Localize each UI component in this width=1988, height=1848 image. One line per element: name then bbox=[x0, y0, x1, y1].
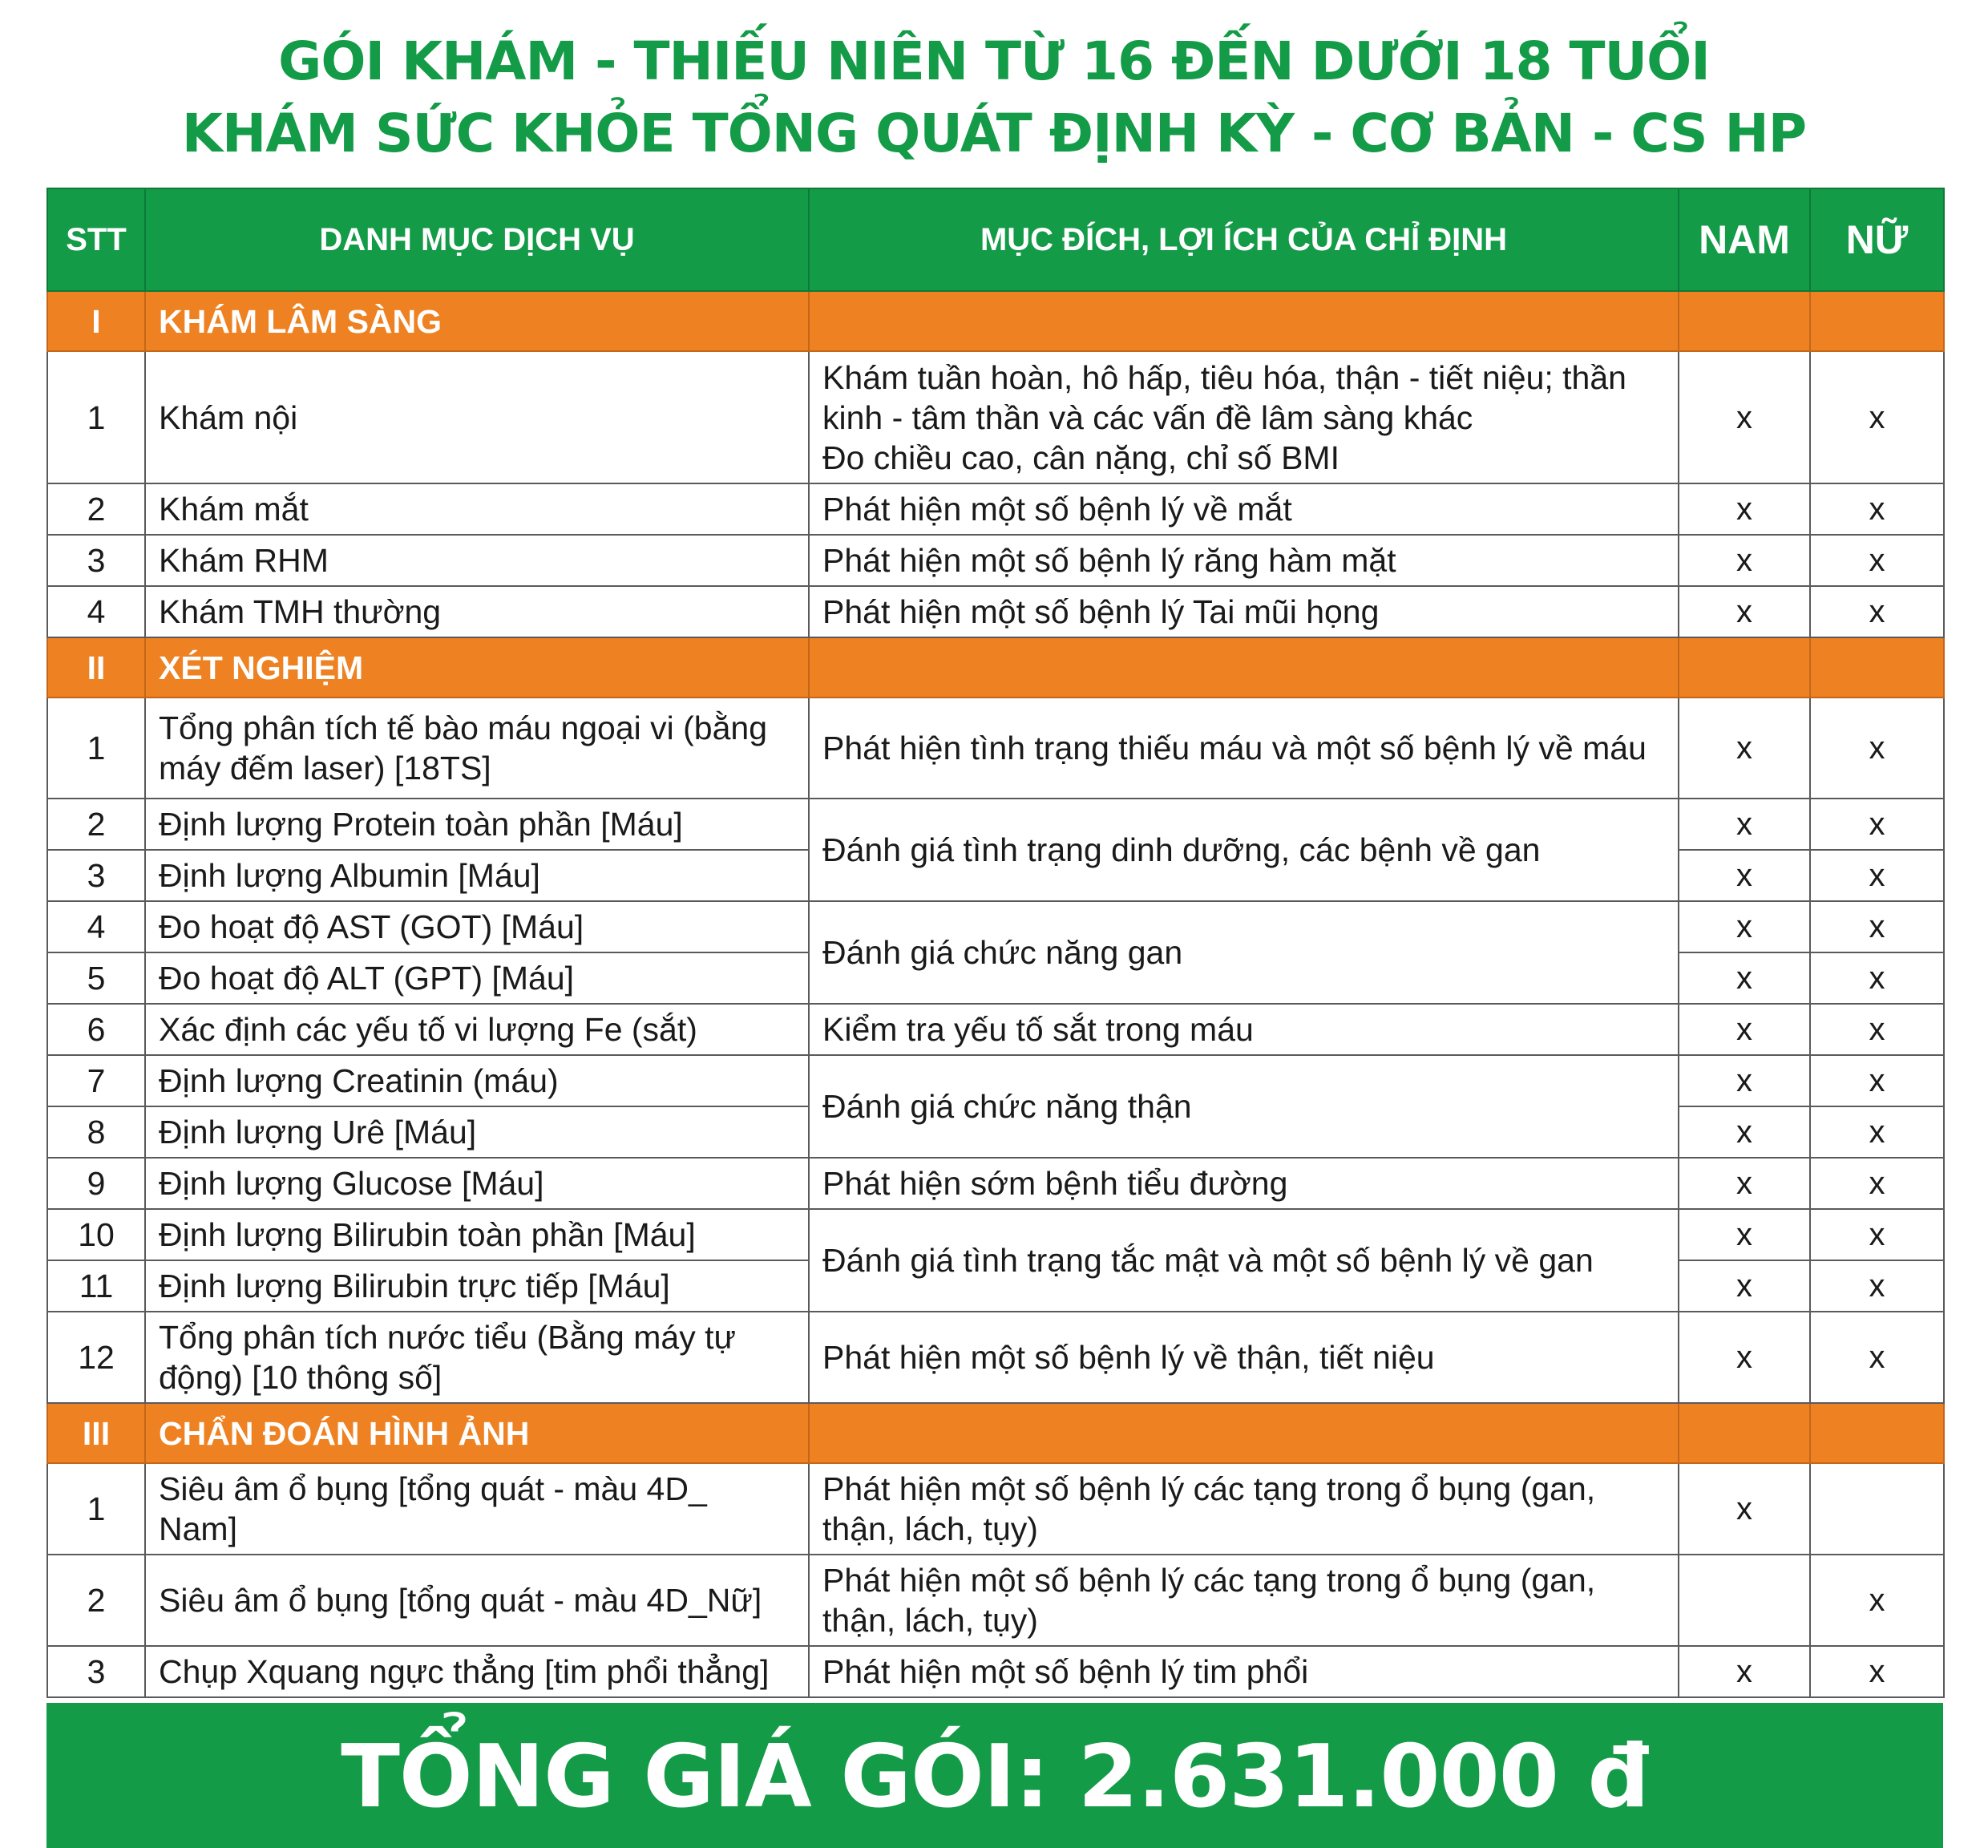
row-female-mark: x bbox=[1810, 351, 1944, 483]
row-stt: 10 bbox=[47, 1209, 145, 1260]
row-purpose: Phát hiện tình trạng thiếu máu và một số bệnh lý về máu bbox=[809, 698, 1679, 799]
row-stt: 1 bbox=[47, 698, 145, 799]
row-service: Định lượng Creatinin (máu) bbox=[145, 1055, 809, 1106]
row-female-mark: x bbox=[1810, 1209, 1944, 1260]
row-service: Siêu âm ổ bụng [tổng quát - màu 4D_ Nam] bbox=[145, 1463, 809, 1555]
table-row bbox=[47, 535, 1944, 586]
row-male-mark: x bbox=[1679, 1055, 1810, 1106]
section-number: III bbox=[47, 1403, 145, 1463]
row-purpose: Phát hiện một số bệnh lý tim phổi bbox=[809, 1646, 1679, 1697]
row-stt: 3 bbox=[47, 535, 145, 586]
row-male-mark: x bbox=[1679, 698, 1810, 799]
page-title-line-2: KHÁM SỨC KHỎE TỔNG QUÁT ĐỊNH KỲ - CƠ BẢN - CS HP bbox=[181, 103, 1807, 164]
table-row bbox=[47, 1312, 1944, 1403]
row-female-mark: x bbox=[1810, 483, 1944, 535]
section-number: II bbox=[47, 637, 145, 698]
row-female-mark: x bbox=[1810, 799, 1944, 850]
total-price: TỔNG GIÁ GÓI: 2.631.000 đ bbox=[341, 1727, 1649, 1827]
row-service: Khám RHM bbox=[145, 535, 809, 586]
row-stt: 2 bbox=[47, 799, 145, 850]
row-female-mark: x bbox=[1810, 1646, 1944, 1697]
header-male: NAM bbox=[1679, 188, 1810, 291]
row-service: Đo hoạt độ AST (GOT) [Máu] bbox=[145, 901, 809, 952]
row-stt: 11 bbox=[47, 1260, 145, 1312]
row-service: Định lượng Bilirubin toàn phần [Máu] bbox=[145, 1209, 809, 1260]
table-row bbox=[47, 1004, 1944, 1055]
row-male-mark: x bbox=[1679, 1646, 1810, 1697]
row-female-mark: x bbox=[1810, 850, 1944, 901]
row-female-mark bbox=[1810, 1463, 1944, 1555]
row-purpose: Phát hiện một số bệnh lý về thận, tiết niệu bbox=[809, 1312, 1679, 1403]
row-stt: 7 bbox=[47, 1055, 145, 1106]
table-row bbox=[47, 901, 1944, 952]
table-row bbox=[47, 1463, 1944, 1555]
row-purpose: Phát hiện một số bệnh lý Tai mũi họng bbox=[809, 586, 1679, 637]
row-service: Tổng phân tích tế bào máu ngoại vi (bằng máy đếm laser) [18TS] bbox=[145, 698, 809, 799]
row-male-mark: x bbox=[1679, 535, 1810, 586]
table-row bbox=[47, 698, 1944, 799]
table-row bbox=[47, 1555, 1944, 1646]
row-male-mark: x bbox=[1679, 1209, 1810, 1260]
row-male-mark: x bbox=[1679, 586, 1810, 637]
section-row bbox=[47, 1403, 1944, 1463]
header-female: NỮ bbox=[1810, 188, 1944, 291]
row-service: Siêu âm ổ bụng [tổng quát - màu 4D_Nữ] bbox=[145, 1555, 809, 1646]
row-stt: 3 bbox=[47, 1646, 145, 1697]
row-purpose: Đánh giá chức năng thận bbox=[809, 1055, 1679, 1158]
table-row bbox=[47, 483, 1944, 535]
table-row bbox=[47, 1646, 1944, 1697]
row-purpose: Phát hiện một số bệnh lý các tạng trong ổ bụng (gan, thận, lách, tụy) bbox=[809, 1463, 1679, 1555]
table-row bbox=[47, 351, 1944, 483]
row-female-mark: x bbox=[1810, 1004, 1944, 1055]
section-row bbox=[47, 637, 1944, 698]
row-male-mark: x bbox=[1679, 952, 1810, 1004]
row-male-mark bbox=[1679, 1555, 1810, 1646]
row-purpose: Phát hiện một số bệnh lý về mắt bbox=[809, 483, 1679, 535]
section-title: KHÁM LÂM SÀNG bbox=[145, 291, 809, 351]
section-row bbox=[47, 291, 1944, 351]
row-purpose: Kiểm tra yếu tố sắt trong máu bbox=[809, 1004, 1679, 1055]
row-female-mark: x bbox=[1810, 952, 1944, 1004]
table-row bbox=[47, 1209, 1944, 1260]
row-purpose: Đánh giá chức năng gan bbox=[809, 901, 1679, 1004]
row-service: Đo hoạt độ ALT (GPT) [Máu] bbox=[145, 952, 809, 1004]
row-male-mark: x bbox=[1679, 483, 1810, 535]
row-female-mark: x bbox=[1810, 1555, 1944, 1646]
row-service: Định lượng Protein toàn phần [Máu] bbox=[145, 799, 809, 850]
row-purpose: Phát hiện một số bệnh lý các tạng trong ổ bụng (gan, thận, lách, tụy) bbox=[809, 1555, 1679, 1646]
row-service: Định lượng Albumin [Máu] bbox=[145, 850, 809, 901]
row-service: Chụp Xquang ngực thẳng [tim phổi thẳng] bbox=[145, 1646, 809, 1697]
header-purpose: MỤC ĐÍCH, LỢI ÍCH CỦA CHỈ ĐỊNH bbox=[809, 188, 1679, 291]
row-stt: 9 bbox=[47, 1158, 145, 1209]
row-stt: 2 bbox=[47, 483, 145, 535]
row-female-mark: x bbox=[1810, 1055, 1944, 1106]
total-price-banner bbox=[46, 1703, 1943, 1848]
page-title-line-1: GÓI KHÁM - THIẾU NIÊN TỪ 16 ĐẾN DƯỚI 18 TUỔI bbox=[278, 30, 1710, 92]
row-stt: 1 bbox=[47, 351, 145, 483]
row-male-mark: x bbox=[1679, 1463, 1810, 1555]
row-purpose: Phát hiện sớm bệnh tiểu đường bbox=[809, 1158, 1679, 1209]
table-row bbox=[47, 799, 1944, 850]
section-title: CHẨN ĐOÁN HÌNH ẢNH bbox=[145, 1403, 809, 1463]
row-female-mark: x bbox=[1810, 535, 1944, 586]
table-row bbox=[47, 586, 1944, 637]
row-stt: 3 bbox=[47, 850, 145, 901]
row-purpose: Phát hiện một số bệnh lý răng hàm mặt bbox=[809, 535, 1679, 586]
row-female-mark: x bbox=[1810, 698, 1944, 799]
row-stt: 8 bbox=[47, 1106, 145, 1158]
table-row bbox=[47, 1158, 1944, 1209]
row-male-mark: x bbox=[1679, 1312, 1810, 1403]
row-service: Xác định các yếu tố vi lượng Fe (sắt) bbox=[145, 1004, 809, 1055]
row-male-mark: x bbox=[1679, 1158, 1810, 1209]
header-stt: STT bbox=[47, 188, 145, 291]
row-female-mark: x bbox=[1810, 1312, 1944, 1403]
row-service: Tổng phân tích nước tiểu (Bằng máy tự động) [10 thông số] bbox=[145, 1312, 809, 1403]
table-header-row bbox=[47, 188, 1944, 291]
section-number: I bbox=[47, 291, 145, 351]
row-female-mark: x bbox=[1810, 1158, 1944, 1209]
row-female-mark: x bbox=[1810, 1106, 1944, 1158]
row-service: Khám TMH thường bbox=[145, 586, 809, 637]
row-male-mark: x bbox=[1679, 850, 1810, 901]
row-male-mark: x bbox=[1679, 901, 1810, 952]
row-service: Định lượng Urê [Máu] bbox=[145, 1106, 809, 1158]
row-purpose: Đánh giá tình trạng dinh dưỡng, các bệnh về gan bbox=[809, 799, 1679, 901]
row-male-mark: x bbox=[1679, 351, 1810, 483]
row-stt: 12 bbox=[47, 1312, 145, 1403]
row-male-mark: x bbox=[1679, 799, 1810, 850]
row-female-mark: x bbox=[1810, 1260, 1944, 1312]
row-service: Định lượng Glucose [Máu] bbox=[145, 1158, 809, 1209]
row-stt: 5 bbox=[47, 952, 145, 1004]
row-purpose: Đánh giá tình trạng tắc mật và một số bệnh lý về gan bbox=[809, 1209, 1679, 1312]
row-male-mark: x bbox=[1679, 1260, 1810, 1312]
row-female-mark: x bbox=[1810, 586, 1944, 637]
row-service: Khám mắt bbox=[145, 483, 809, 535]
row-stt: 1 bbox=[47, 1463, 145, 1555]
section-title: XÉT NGHIỆM bbox=[145, 637, 809, 698]
row-female-mark: x bbox=[1810, 901, 1944, 952]
service-table bbox=[46, 188, 1945, 1698]
header-service: DANH MỤC DỊCH VỤ bbox=[145, 188, 809, 291]
row-stt: 2 bbox=[47, 1555, 145, 1646]
row-service: Khám nội bbox=[145, 351, 809, 483]
row-stt: 6 bbox=[47, 1004, 145, 1055]
table-row bbox=[47, 1055, 1944, 1106]
row-stt: 4 bbox=[47, 901, 145, 952]
row-stt: 4 bbox=[47, 586, 145, 637]
row-male-mark: x bbox=[1679, 1106, 1810, 1158]
row-purpose: Khám tuần hoàn, hô hấp, tiêu hóa, thận - tiết niệu; thần kinh - tâm thần và các vấn đề lâm sàng khác Đo chiều cao, cân nặng, chỉ số BMI bbox=[809, 351, 1679, 483]
row-male-mark: x bbox=[1679, 1004, 1810, 1055]
row-service: Định lượng Bilirubin trực tiếp [Máu] bbox=[145, 1260, 809, 1312]
